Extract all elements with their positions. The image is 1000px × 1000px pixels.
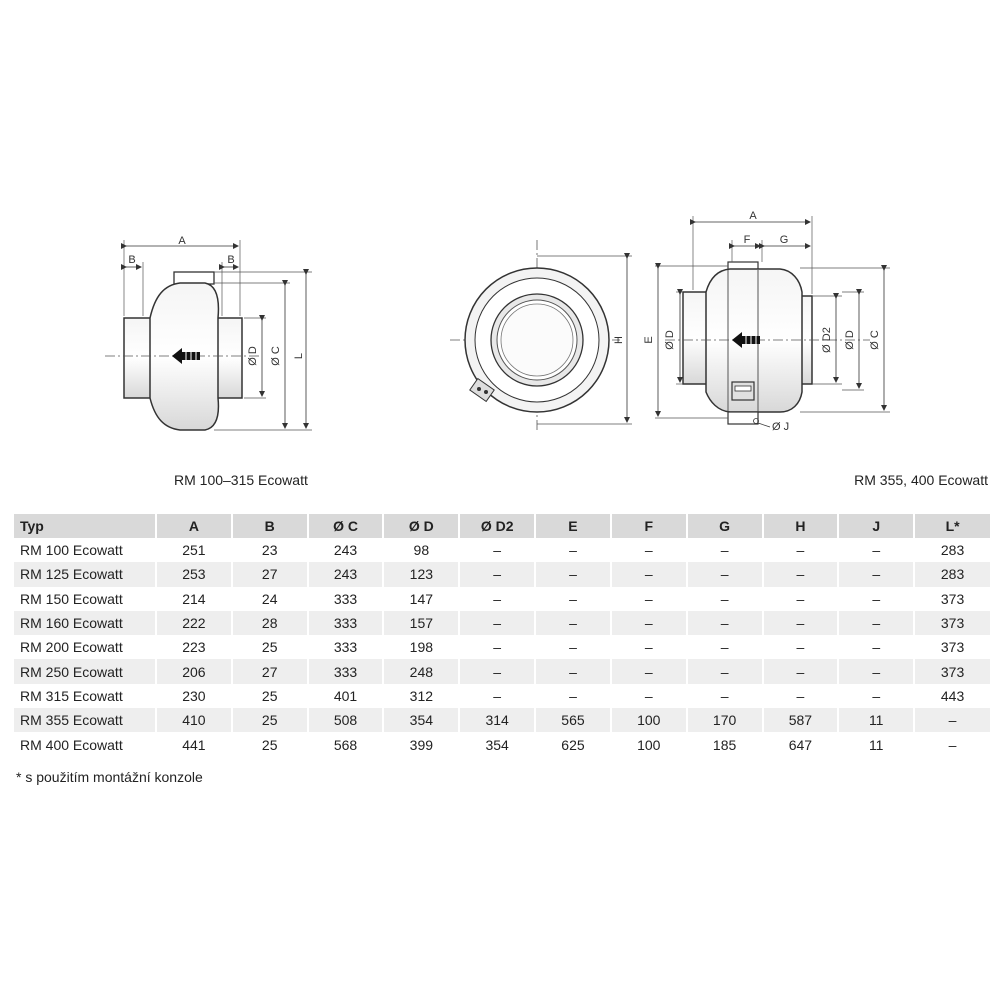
table-cell: 243 xyxy=(308,562,384,586)
dim-label-c: Ø C xyxy=(270,346,282,366)
table-row xyxy=(14,587,990,611)
dim-label-d2: Ø D2 xyxy=(821,327,833,353)
table-cell: – xyxy=(459,659,535,683)
table-cell: 587 xyxy=(763,708,839,732)
table-cell: – xyxy=(535,538,611,562)
table-cell: – xyxy=(535,635,611,659)
table-cell: 11 xyxy=(838,708,914,732)
dim-label-b-right: B xyxy=(227,254,235,266)
model-name-cell: RM 400 Ecowatt xyxy=(20,736,123,753)
table-cell: 568 xyxy=(308,732,384,756)
table-cell: – xyxy=(611,635,687,659)
table-cell: 230 xyxy=(156,684,232,708)
table-cell: – xyxy=(535,659,611,683)
table-cell: 25 xyxy=(232,732,308,756)
table-cell: 443 xyxy=(914,684,990,708)
table-cell: 253 xyxy=(156,562,232,586)
table-cell: – xyxy=(763,684,839,708)
model-name-cell: RM 150 Ecowatt xyxy=(20,590,123,607)
table-cell: 410 xyxy=(156,708,232,732)
table-cell: 399 xyxy=(383,732,459,756)
table-cell: 251 xyxy=(156,538,232,562)
table-cell: – xyxy=(611,538,687,562)
table-cell: – xyxy=(535,611,611,635)
table-cell: 312 xyxy=(383,684,459,708)
table-cell: 98 xyxy=(383,538,459,562)
table-cell: 373 xyxy=(914,587,990,611)
table-cell: 214 xyxy=(156,587,232,611)
column-header: A xyxy=(156,514,232,538)
table-cell: – xyxy=(763,659,839,683)
table-cell: – xyxy=(763,635,839,659)
dim-label-h: H xyxy=(613,336,625,344)
table-cell: 647 xyxy=(763,732,839,756)
table-cell: 333 xyxy=(308,659,384,683)
table-cell: 100 xyxy=(611,708,687,732)
model-name-cell: RM 125 Ecowatt xyxy=(14,562,156,586)
dim-label-d: Ø D xyxy=(247,346,259,366)
table-cell: – xyxy=(763,562,839,586)
table-cell: – xyxy=(459,684,535,708)
table-row xyxy=(14,684,990,708)
table-cell: 333 xyxy=(308,611,384,635)
table-cell: 625 xyxy=(535,732,611,756)
fan-front-view xyxy=(450,240,632,430)
table-row xyxy=(14,562,990,586)
table-cell: – xyxy=(459,635,535,659)
table-cell: – xyxy=(914,732,990,756)
table-cell: 333 xyxy=(308,635,384,659)
table-row xyxy=(14,659,990,683)
table-cell: 25 xyxy=(232,635,308,659)
table-cell: 314 xyxy=(459,708,535,732)
dim-label-b-left: B xyxy=(128,254,136,266)
table-cell: – xyxy=(838,611,914,635)
fan-side-view-large xyxy=(643,210,890,433)
column-header: L* xyxy=(914,514,990,538)
column-header: Typ xyxy=(14,514,156,538)
table-cell: 123 xyxy=(383,562,459,586)
table-body xyxy=(14,538,990,757)
footnote: * s použitím montážní konzole xyxy=(16,769,203,785)
table-cell: 354 xyxy=(383,708,459,732)
table-cell: 283 xyxy=(914,538,990,562)
model-name-cell: RM 250 Ecowatt xyxy=(14,659,156,683)
technical-drawings xyxy=(0,0,1000,470)
table-row xyxy=(14,635,990,659)
table-cell: 11 xyxy=(838,732,914,756)
table-cell: 198 xyxy=(383,635,459,659)
table-cell: 373 xyxy=(914,635,990,659)
caption-large-models: RM 355, 400 Ecowatt xyxy=(854,472,988,488)
table-cell: 333 xyxy=(308,587,384,611)
table-cell: – xyxy=(459,562,535,586)
table-cell: 147 xyxy=(383,587,459,611)
column-header: Ø C xyxy=(308,514,384,538)
table-cell: 283 xyxy=(914,562,990,586)
table-cell: – xyxy=(459,538,535,562)
table-cell: – xyxy=(611,684,687,708)
table-cell: – xyxy=(838,538,914,562)
dim-label-g: G xyxy=(779,234,789,246)
table-cell: – xyxy=(763,538,839,562)
column-header: E xyxy=(535,514,611,538)
dim-label-a: A xyxy=(178,235,186,247)
dim-label-f: F xyxy=(743,234,751,246)
table-cell: 185 xyxy=(687,732,763,756)
dim-label-e: E xyxy=(643,336,655,344)
table-cell: – xyxy=(611,659,687,683)
table-cell: – xyxy=(459,611,535,635)
table-cell: 170 xyxy=(687,708,763,732)
model-name-cell: RM 100 Ecowatt xyxy=(20,542,123,559)
table-cell: – xyxy=(838,684,914,708)
table-cell: 25 xyxy=(232,708,308,732)
table-cell: 23 xyxy=(232,538,308,562)
table-cell: 24 xyxy=(232,587,308,611)
dim-label-c-large: Ø C xyxy=(869,330,881,350)
table-cell: 248 xyxy=(383,659,459,683)
table-cell: – xyxy=(687,587,763,611)
table-cell: 223 xyxy=(156,635,232,659)
dim-label-d-large: Ø D xyxy=(664,330,676,350)
column-header: F xyxy=(611,514,687,538)
column-header: G xyxy=(687,514,763,538)
table-cell: – xyxy=(763,587,839,611)
table-cell: 25 xyxy=(232,684,308,708)
table-cell: 27 xyxy=(232,659,308,683)
dim-label-l: L xyxy=(293,352,305,360)
table-cell: – xyxy=(687,562,763,586)
dim-label-a-large: A xyxy=(749,210,757,222)
table-cell: – xyxy=(687,635,763,659)
table-row xyxy=(14,708,990,732)
table-cell: – xyxy=(535,587,611,611)
table-cell: 243 xyxy=(308,538,384,562)
table-header-row xyxy=(14,514,990,538)
caption-small-models: RM 100–315 Ecowatt xyxy=(174,472,308,488)
table-cell: 100 xyxy=(611,732,687,756)
table-cell: 206 xyxy=(156,659,232,683)
table-cell: – xyxy=(838,659,914,683)
table-row xyxy=(14,538,990,562)
table-row xyxy=(14,732,990,756)
table-cell: – xyxy=(611,611,687,635)
dim-label-j: Ø J xyxy=(772,421,790,433)
column-header: J xyxy=(838,514,914,538)
table-cell: 28 xyxy=(232,611,308,635)
table-cell: 508 xyxy=(308,708,384,732)
table-cell: – xyxy=(611,562,687,586)
column-header: Ø D xyxy=(383,514,459,538)
table-cell: – xyxy=(687,684,763,708)
table-cell: – xyxy=(838,635,914,659)
model-name-cell: RM 315 Ecowatt xyxy=(20,687,123,704)
table-cell: 401 xyxy=(308,684,384,708)
dim-label-d-right: Ø D xyxy=(844,330,856,350)
column-header: H xyxy=(763,514,839,538)
table-cell: – xyxy=(687,659,763,683)
table-cell: 222 xyxy=(156,611,232,635)
model-name-cell: RM 160 Ecowatt xyxy=(14,611,156,635)
table-cell: – xyxy=(838,587,914,611)
model-name-cell: RM 355 Ecowatt xyxy=(14,708,156,732)
table-cell: – xyxy=(838,562,914,586)
table-cell: 565 xyxy=(535,708,611,732)
table-cell: 354 xyxy=(459,732,535,756)
table-cell: – xyxy=(611,587,687,611)
table-cell: – xyxy=(535,684,611,708)
table-cell: 373 xyxy=(914,611,990,635)
fan-side-view-small xyxy=(105,235,312,430)
model-name-cell: RM 200 Ecowatt xyxy=(20,639,123,656)
table-cell: – xyxy=(687,611,763,635)
column-header: B xyxy=(232,514,308,538)
dimensions-table xyxy=(14,514,990,757)
table-cell: – xyxy=(535,562,611,586)
column-header: Ø D2 xyxy=(459,514,535,538)
table-cell: – xyxy=(687,538,763,562)
table-cell: 441 xyxy=(156,732,232,756)
table-row xyxy=(14,611,990,635)
table-cell: – xyxy=(763,611,839,635)
table-cell: 157 xyxy=(383,611,459,635)
table-cell: 373 xyxy=(914,659,990,683)
table-cell: – xyxy=(914,708,990,732)
table-cell: – xyxy=(459,587,535,611)
table-cell: 27 xyxy=(232,562,308,586)
